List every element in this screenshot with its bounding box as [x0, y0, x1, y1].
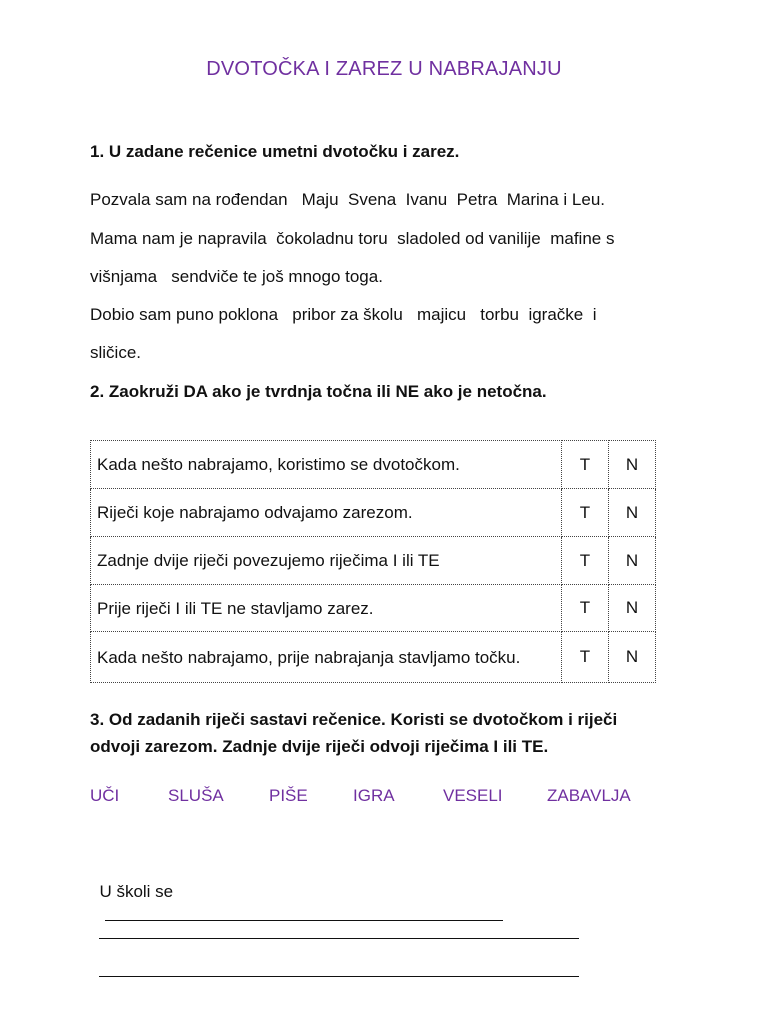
table-row	[91, 489, 656, 537]
task1-heading: 1. U zadane rečenice umetni dvotočku i zarez.	[90, 142, 460, 161]
worksheet-title: DVOTOČKA I ZAREZ U NABRAJANJU	[206, 58, 562, 80]
true-option[interactable]: T	[562, 537, 609, 585]
table-row	[91, 441, 656, 489]
task1-line: sličice.	[90, 343, 142, 362]
task1-line: Dobio sam puno poklona pribor za školu majicu torbu igračke i	[90, 305, 597, 324]
task2-heading: 2. Zaokruži DA ako je tvrdnja točna ili NE ako je netočna.	[90, 382, 547, 401]
true-option[interactable]: T	[562, 489, 609, 537]
task1-line: Pozvala sam na rođendan Maju Svena Ivanu Petra Marina i Leu.	[90, 190, 606, 209]
task3-heading-line2: odvoji zarezom. Zadnje dvije riječi odvoji riječima I ili TE.	[90, 737, 549, 756]
task1-line: višnjama sendviče te još mnogo toga.	[90, 267, 383, 286]
task3-heading-line1: 3. Od zadanih riječi sastavi rečenice. Koristi se dvotočkom i riječi	[90, 710, 618, 729]
statement-cell: Riječi koje nabrajamo odvajamo zarezom.	[91, 489, 562, 537]
statement-cell: Kada nešto nabrajamo, prije nabrajanja stavljamo točku.	[91, 632, 562, 683]
true-option[interactable]: T	[562, 632, 609, 683]
answer-line-3[interactable]	[90, 938, 579, 982]
task1-line: Mama nam je napravila čokoladnu toru sladoled od vanilije mafine s	[90, 229, 615, 248]
false-option[interactable]: N	[609, 489, 656, 537]
word-item: IGRA	[353, 786, 395, 805]
false-option[interactable]: N	[609, 441, 656, 489]
table-row	[91, 537, 656, 585]
statement-cell: Kada nešto nabrajamo, koristimo se dvotočkom.	[91, 441, 562, 489]
sentence-start: U školi se	[99, 882, 174, 901]
statement-cell: Zadnje dvije riječi povezujemo riječima I ili TE	[91, 537, 562, 585]
word-item: ZABAVLJA	[547, 786, 631, 805]
false-option[interactable]: N	[609, 585, 656, 632]
true-option[interactable]: T	[562, 441, 609, 489]
false-option[interactable]: N	[609, 632, 656, 683]
statement-cell: Prije riječi I ili TE ne stavljamo zarez.	[91, 585, 562, 632]
answer-blank[interactable]	[99, 920, 579, 939]
true-option[interactable]: T	[562, 585, 609, 632]
word-item: PIŠE	[269, 786, 308, 805]
table-row	[91, 585, 656, 632]
table-row	[91, 632, 656, 683]
word-item: SLUŠA	[168, 786, 224, 805]
false-option[interactable]: N	[609, 537, 656, 585]
answer-blank[interactable]	[99, 958, 579, 977]
true-false-table	[90, 440, 656, 683]
word-item: UČI	[90, 786, 120, 805]
word-item: VESELI	[443, 786, 503, 805]
